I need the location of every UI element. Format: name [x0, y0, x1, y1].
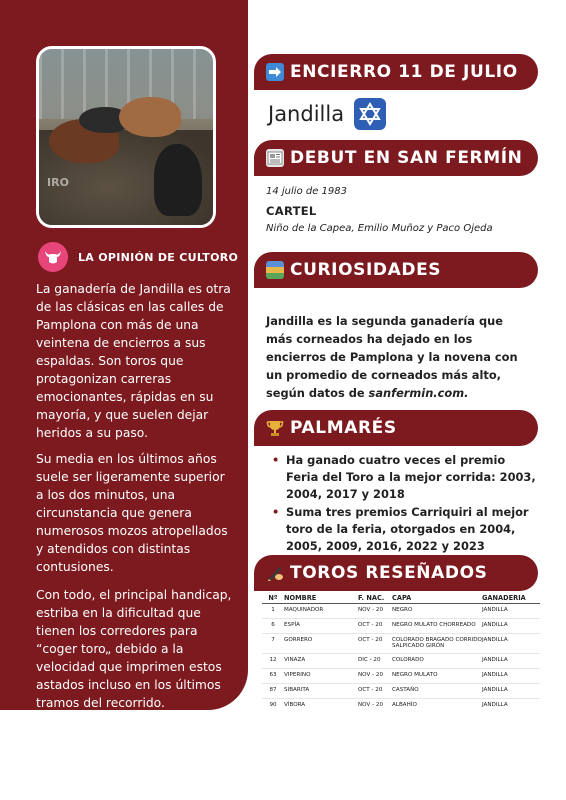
cell-nombre: SIBARITA — [284, 687, 310, 693]
cell-fnac: NOV - 20 — [358, 672, 384, 678]
cell-nombre: VIPERINO — [284, 672, 311, 678]
curiosidades-banner — [254, 252, 538, 288]
arrow-right-icon — [266, 63, 284, 81]
photo-watermark: IRO — [47, 176, 69, 189]
table-row — [262, 634, 540, 654]
palmares-item: • Suma tres premios Carriquiri al mejor toro de la feria, otorgados en 2004, 2005, 2009, 2016, 2022 y 2023 — [272, 504, 536, 555]
cell-ganaderia: JANDILLA — [482, 607, 508, 613]
cell-capa: CASTAÑO — [392, 687, 419, 693]
cultoro-bull-icon — [38, 242, 68, 272]
cell-num: 87 — [269, 687, 277, 693]
cell-nombre: VINAZA — [284, 657, 306, 663]
cell-nombre: ESPÍA — [284, 622, 300, 628]
toros-banner — [254, 555, 538, 591]
books-icon — [266, 261, 284, 279]
cell-ganaderia: JANDILLA — [482, 637, 508, 643]
cell-capa: COLORADO BRAGADO CORRIDO SALPICADO GIRÓN — [392, 637, 482, 649]
cell-num: 6 — [271, 622, 275, 628]
cell-fnac: OCT - 20 — [358, 687, 383, 693]
opinion-header — [38, 242, 238, 272]
curiosidades-text — [266, 312, 528, 402]
table-row — [262, 684, 540, 699]
table-row — [262, 654, 540, 669]
debut-title: DEBUT EN SAN FERMÍN — [290, 148, 523, 168]
opinion-title: LA OPINIÓN DE CULTORO — [78, 250, 239, 264]
cell-ganaderia: JANDILLA — [482, 657, 508, 663]
cell-ganaderia: JANDILLA — [482, 622, 508, 628]
cartel-names: Niño de la Capea, Emilio Muñoz y Paco Ojeda — [266, 223, 493, 234]
bulls-photo — [36, 46, 216, 228]
header-nombre: NOMBRE — [284, 594, 317, 602]
header-fnac: F. NAC. — [358, 594, 385, 602]
header-ganaderia: GANADERIA — [482, 594, 526, 602]
cell-fnac: OCT - 20 — [358, 637, 383, 643]
palmares-item: • Ha ganado cuatro veces el premio Feria del Toro a la mejor corrida: 2003, 2004, 2017 y 2018 — [272, 452, 536, 503]
cell-capa: NEGRO MULATO CHORREADO — [392, 622, 476, 628]
opinion-paragraph-3: Con todo, el principal handicap, estriba en la dificultad que tienen los corredores para “coger toro„ debido a la velocidad que imprimen estos astados incluso en los últimos tramos del recorrido. — [36, 588, 232, 710]
table-row — [262, 699, 540, 714]
writing-hand-icon — [266, 564, 284, 582]
cell-capa: NEGRO MULATO — [392, 672, 438, 678]
trophy-icon — [266, 419, 284, 437]
cell-num: 12 — [269, 657, 277, 663]
cell-fnac: NOV - 20 — [358, 607, 384, 613]
star-of-david-icon — [354, 98, 386, 130]
encierro-title: ENCIERRO 11 DE JULIO — [290, 62, 518, 82]
debut-banner — [254, 140, 538, 176]
cartel-label: CARTEL — [266, 204, 317, 218]
ganaderia-row — [268, 98, 386, 130]
cell-num: 7 — [271, 637, 275, 643]
header-capa: CAPA — [392, 594, 412, 602]
cell-fnac: OCT - 20 — [358, 622, 383, 628]
opinion-paragraph-1: La ganadería de Jandilla es otra de las clásicas en las calles de Pamplona con más de una veintena de encierros a sus espaldas. Son toros que protagonizan carreras emocionantes, rápidas en su mayoría, y que suelen dejar heridos a su paso. — [36, 282, 231, 440]
cell-ganaderia: JANDILLA — [482, 702, 508, 708]
ganaderia-name: Jandilla — [268, 102, 345, 126]
cell-nombre: MAQUINADOR — [284, 607, 324, 613]
left-panel — [0, 0, 248, 710]
table-row — [262, 604, 540, 619]
toros-title: TOROS RESEÑADOS — [290, 563, 488, 583]
encierro-banner — [254, 54, 538, 90]
cell-nombre: VÍBORA — [284, 702, 306, 708]
cell-capa: ALBAHÍO — [392, 702, 417, 708]
table-row — [262, 669, 540, 684]
palmares-banner — [254, 410, 538, 446]
table-row — [262, 619, 540, 634]
curiosidades-body: Jandilla es la segunda ganadería que más corneados ha dejado en los encierros de Pamplona y la novena con un promedio de corneados más alto, según datos de — [266, 314, 518, 400]
cell-capa: NEGRO — [392, 607, 413, 613]
cell-ganaderia: JANDILLA — [482, 687, 508, 693]
cell-fnac: NOV - 20 — [358, 702, 384, 708]
newspaper-icon — [266, 149, 284, 167]
cell-num: 90 — [269, 702, 277, 708]
toros-table — [262, 592, 540, 714]
cell-nombre: GORRERO — [284, 637, 313, 643]
palmares-list — [272, 452, 536, 556]
cell-fnac: DIC - 20 — [358, 657, 381, 663]
cell-num: 63 — [269, 672, 277, 678]
table-header — [262, 592, 540, 604]
curiosidades-source: sanfermin.com. — [368, 386, 469, 400]
cell-ganaderia: JANDILLA — [482, 672, 508, 678]
bull-figure — [119, 97, 181, 137]
palmares-title: PALMARÉS — [290, 418, 397, 438]
opinion-paragraph-2: Su media en los últimos años suele ser ligeramente superior a los dos minutos, una circunstancia que genera numerosos mozos atropellados y atendidos con distintas contusiones. — [36, 452, 228, 574]
header-num: Nº — [268, 594, 278, 602]
debut-date: 14 julio de 1983 — [266, 186, 348, 197]
cell-num: 1 — [271, 607, 275, 613]
curiosidades-title: CURIOSIDADES — [290, 260, 442, 280]
cell-capa: COLORADO — [392, 657, 424, 663]
bull-figure — [154, 144, 202, 216]
